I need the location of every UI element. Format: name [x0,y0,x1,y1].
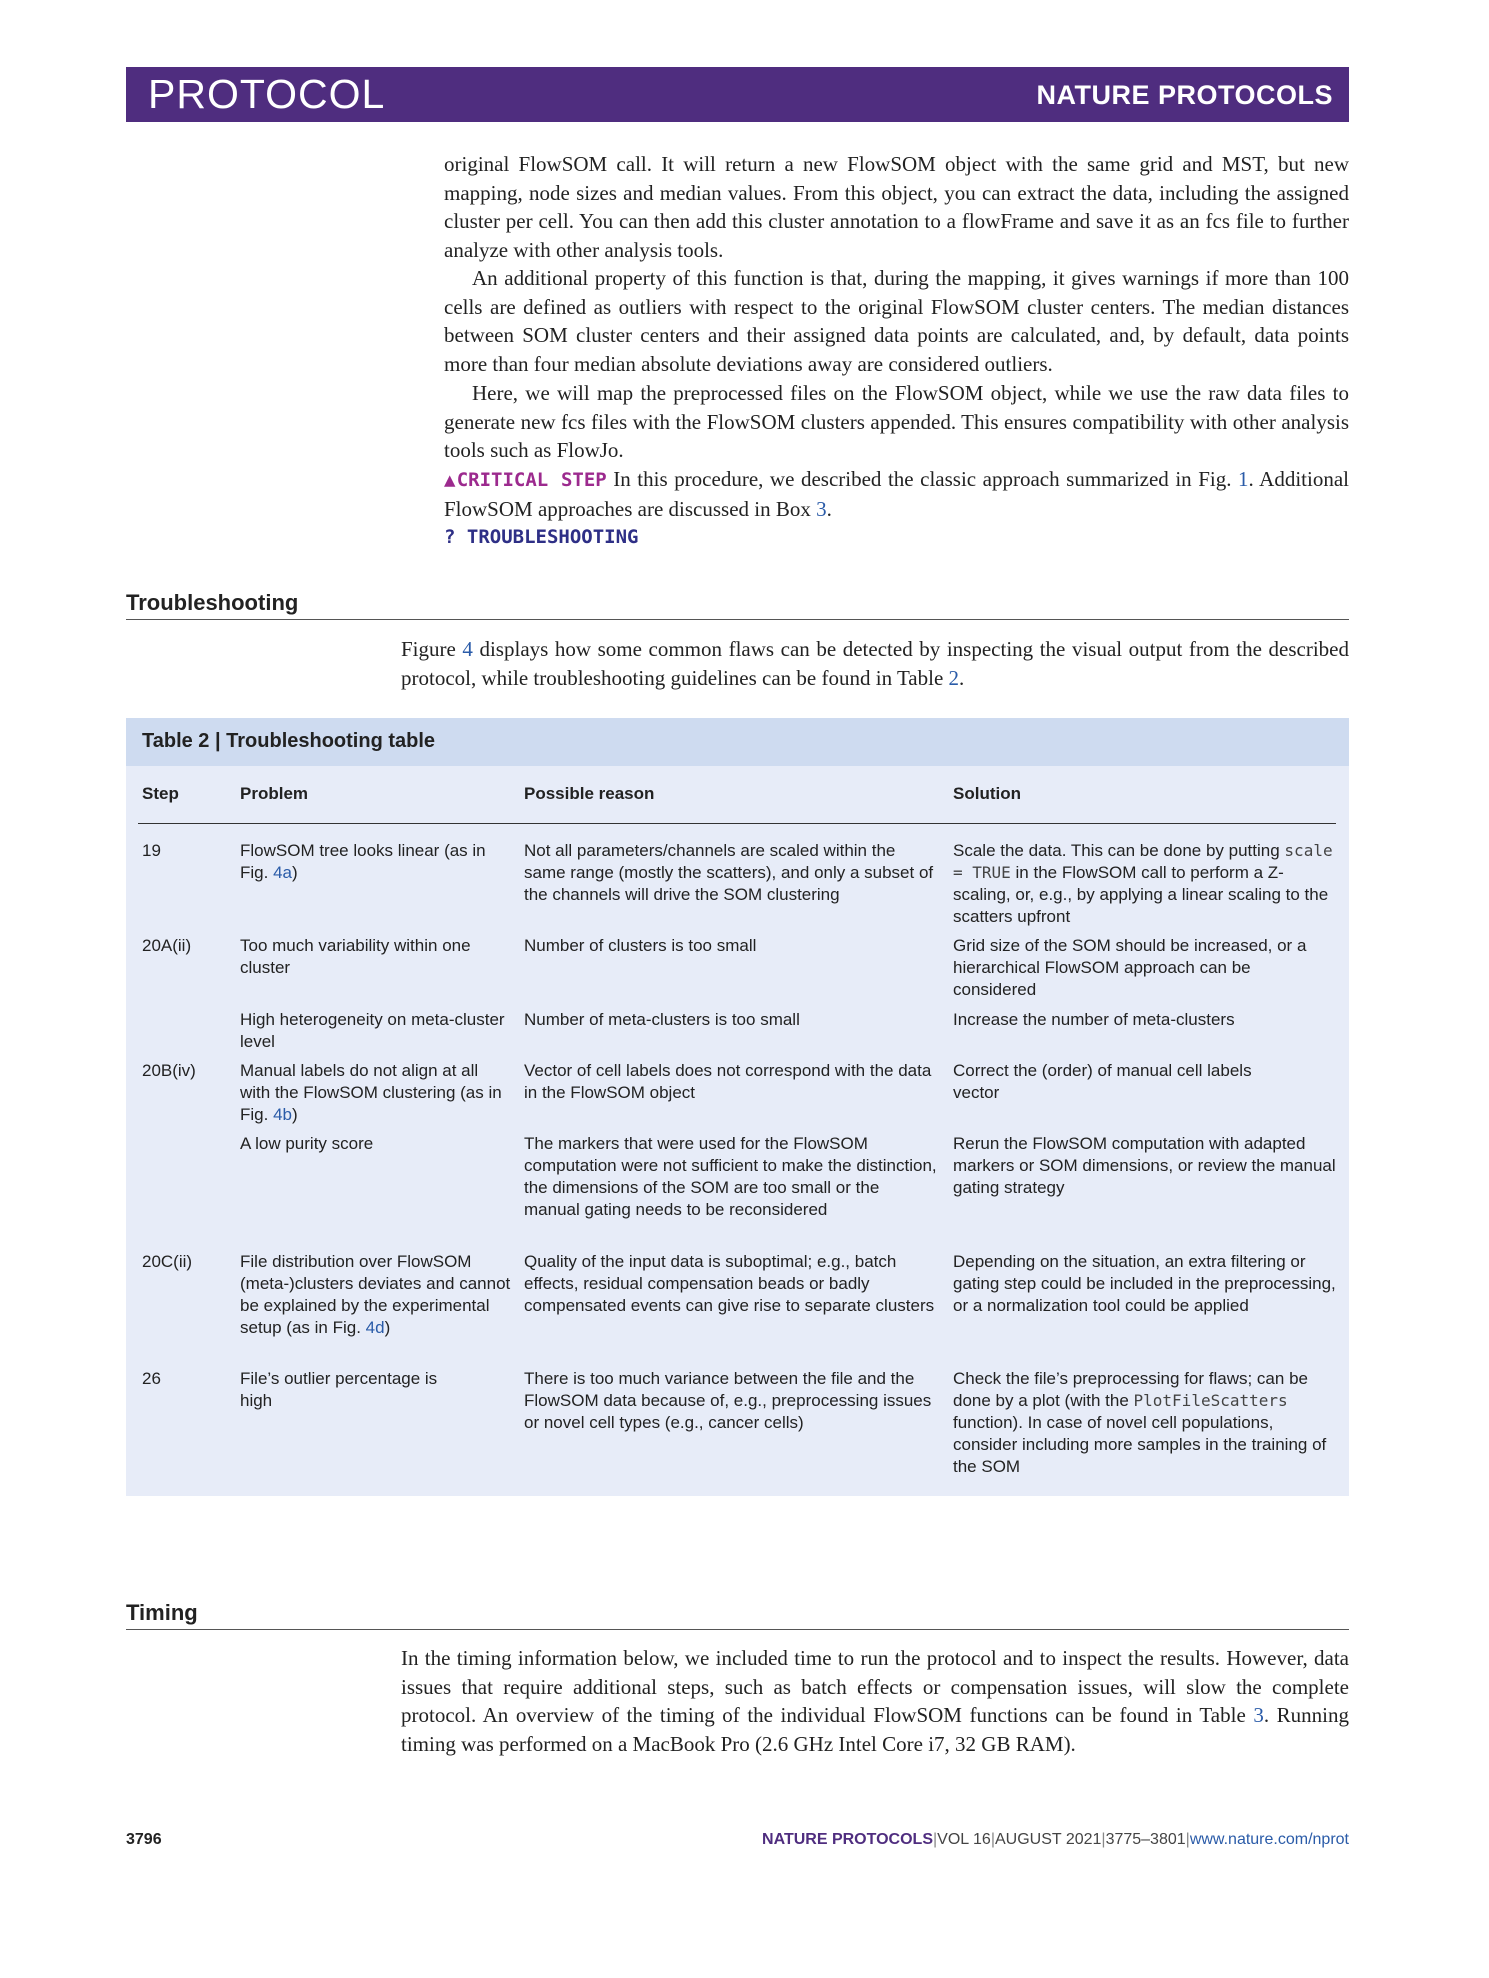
troubleshooting-label: ? TROUBLESHOOTING [444,526,639,548]
fig-1-link[interactable]: 1 [1238,467,1249,491]
r6-step: 20C(ii) [142,1252,193,1271]
scale-true-code: scale = TRUE [953,841,1333,882]
footer-volume: VOL 16 [937,1831,991,1848]
r7-problem: File’s outlier percentage is high [240,1369,438,1410]
page-number: 3796 [126,1831,162,1848]
footer-date: AUGUST 2021 [994,1831,1102,1848]
troubleshooting-marker [444,522,1349,552]
r5-reason: The markers that were used for the FlowSOM computation were not sufficient to make the distinction, the dimensions of the SOM are too small or the manual gating needs to be reconsidered [524,1134,937,1219]
table-title-bar [126,718,1349,766]
table-2-link[interactable]: 2 [948,665,960,690]
r3-solution: Increase the number of meta-clusters [953,1010,1235,1029]
r4-reason: Vector of cell labels does not correspond with the data in the FlowSOM object [524,1061,932,1102]
r3-reason: Number of meta-clusters is too small [524,1010,800,1029]
r4-step: 20B(iv) [142,1061,196,1080]
table-3-link[interactable]: 3 [1253,1703,1264,1728]
header-banner [126,67,1349,122]
footer-pages: 3775–3801 [1105,1831,1186,1848]
col-header-problem: Problem [240,784,309,803]
intro-paragraph-1: original FlowSOM call. It will return a new FlowSOM object with the same grid and MST, but new mapping, node sizes and median values. From this object, you can extract the data, including the assigned cluster per cell. You can then add this cluster annotation to a flowFrame and save it as an fcs file to further analyze with other analysis tools. [444,152,1349,262]
r2-problem: Too much variability within one cluster [240,936,471,977]
header-rule [138,823,1336,824]
troubleshooting-table [126,718,1349,1496]
critical-step-label: ▲CRITICAL STEP [444,469,607,491]
footer-citation: NATURE PROTOCOLS|VOL 16|AUGUST 2021|3775–3801|www.nature.com/nprot [762,1831,1349,1848]
timing-paragraph: In the timing information below, we included time to run the protocol and to inspect the results. However, data issues that require additional steps, such as batch effects or compensation issues, will slow the complete protocol. An overview of the timing of the individual FlowSOM functions can be found in Table 3. Running timing was performed on a MacBook Pro (2.6 GHz Intel Core i7, 32 GB RAM). [401,1646,1349,1756]
r1-problem: FlowSOM tree looks linear (as in Fig. 4a) [240,841,486,882]
fig-4d-link[interactable]: 4d [365,1318,385,1337]
r1-solution: Scale the data. This can be done by putting scale = TRUE in the FlowSOM call to perform a Z-scaling, or, e.g., by applying a linear scaling to the scatters upfront [953,841,1333,926]
r2-reason: Number of clusters is too small [524,936,757,955]
r7-step: 26 [142,1369,161,1388]
section-label: PROTOCOL [148,71,386,117]
r1-step: 19 [142,841,161,860]
r7-solution: Check the file’s preprocessing for flaws; can be done by a plot (with the PlotFileScatters function). In case of novel cell populations, consider including more samples in the training of the SOM [953,1369,1327,1476]
r6-problem: File distribution over FlowSOM (meta-)clusters deviates and cannot be explained by the experimental setup (as in Fig. 4d) [240,1252,511,1337]
r6-reason: Quality of the input data is suboptimal; e.g., batch effects, residual compensation beads or badly compensated events can give rise to separate clusters [524,1252,935,1315]
intro-paragraph-3: Here, we will map the preprocessed files on the FlowSOM object, while we use the raw data files to generate new fcs files with the FlowSOM clusters appended. This ensures compatibility with other analysis tools such as FlowJo. [444,381,1349,463]
footer-journal: NATURE PROTOCOLS [762,1831,933,1848]
col-header-solution: Solution [953,784,1021,803]
fig-4a-link[interactable]: 4a [273,863,292,882]
fig-4b-link[interactable]: 4b [273,1105,292,1124]
r1-reason: Not all parameters/channels are scaled within the same range (mostly the scatters), and only a subset of the channels will drive the SOM clustering [524,841,934,904]
troubleshooting-paragraph: Figure 4 displays how some common flaws can be detected by inspecting the visual output from the described protocol, while troubleshooting guidelines can be found in Table 2. [401,637,1349,690]
footer-url-link[interactable]: www.nature.com/nprot [1189,1831,1349,1848]
r2-solution: Grid size of the SOM should be increased, or a hierarchical FlowSOM approach can be considered [953,936,1307,999]
r4-problem: Manual labels do not align at all with the FlowSOM clustering (as in Fig. 4b) [240,1061,502,1124]
plotfilescatters-code: PlotFileScatters [1133,1391,1288,1410]
timing-heading: Timing [126,1600,1349,1630]
r6-solution: Depending on the situation, an extra filtering or gating step could be included in the preprocessing, or a normalization tool could be applied [953,1252,1336,1315]
r2-step: 20A(ii) [142,936,192,955]
r7-reason: There is too much variance between the file and the FlowSOM data because of, e.g., preprocessing issues or novel cell types (e.g., cancer cells) [524,1369,932,1432]
col-header-step: Step [142,784,179,803]
col-header-reason: Possible reason [524,784,655,803]
r4-solution: Correct the (order) of manual cell labels vector [953,1061,1252,1102]
intro-paragraph-2: An additional property of this function is that, during the mapping, it gives warnings if more than 100 cells are defined as outliers with respect to the original FlowSOM cluster centers. The median distances between SOM cluster centers and their assigned data points are calculated, and, by default, data points more than four median absolute deviations away are considered outliers. [444,266,1349,376]
critical-step-paragraph: ▲CRITICAL STEP In this procedure, we described the classic approach summarized in Fig. 1. Additional FlowSOM approaches are discussed in Box 3. [444,467,1349,521]
r3-problem: High heterogeneity on meta-cluster level [240,1010,505,1051]
r5-problem: A low purity score [240,1134,374,1153]
troubleshooting-heading: Troubleshooting [126,590,1349,620]
box-3-link[interactable]: 3 [816,496,827,521]
fig-4-link[interactable]: 4 [462,637,473,661]
table-title: Table 2 | Troubleshooting table [142,730,436,752]
journal-label: NATURE PROTOCOLS [1036,80,1333,110]
r5-solution: Rerun the FlowSOM computation with adapted markers or SOM dimensions, or review the manual gating strategy [953,1134,1336,1197]
